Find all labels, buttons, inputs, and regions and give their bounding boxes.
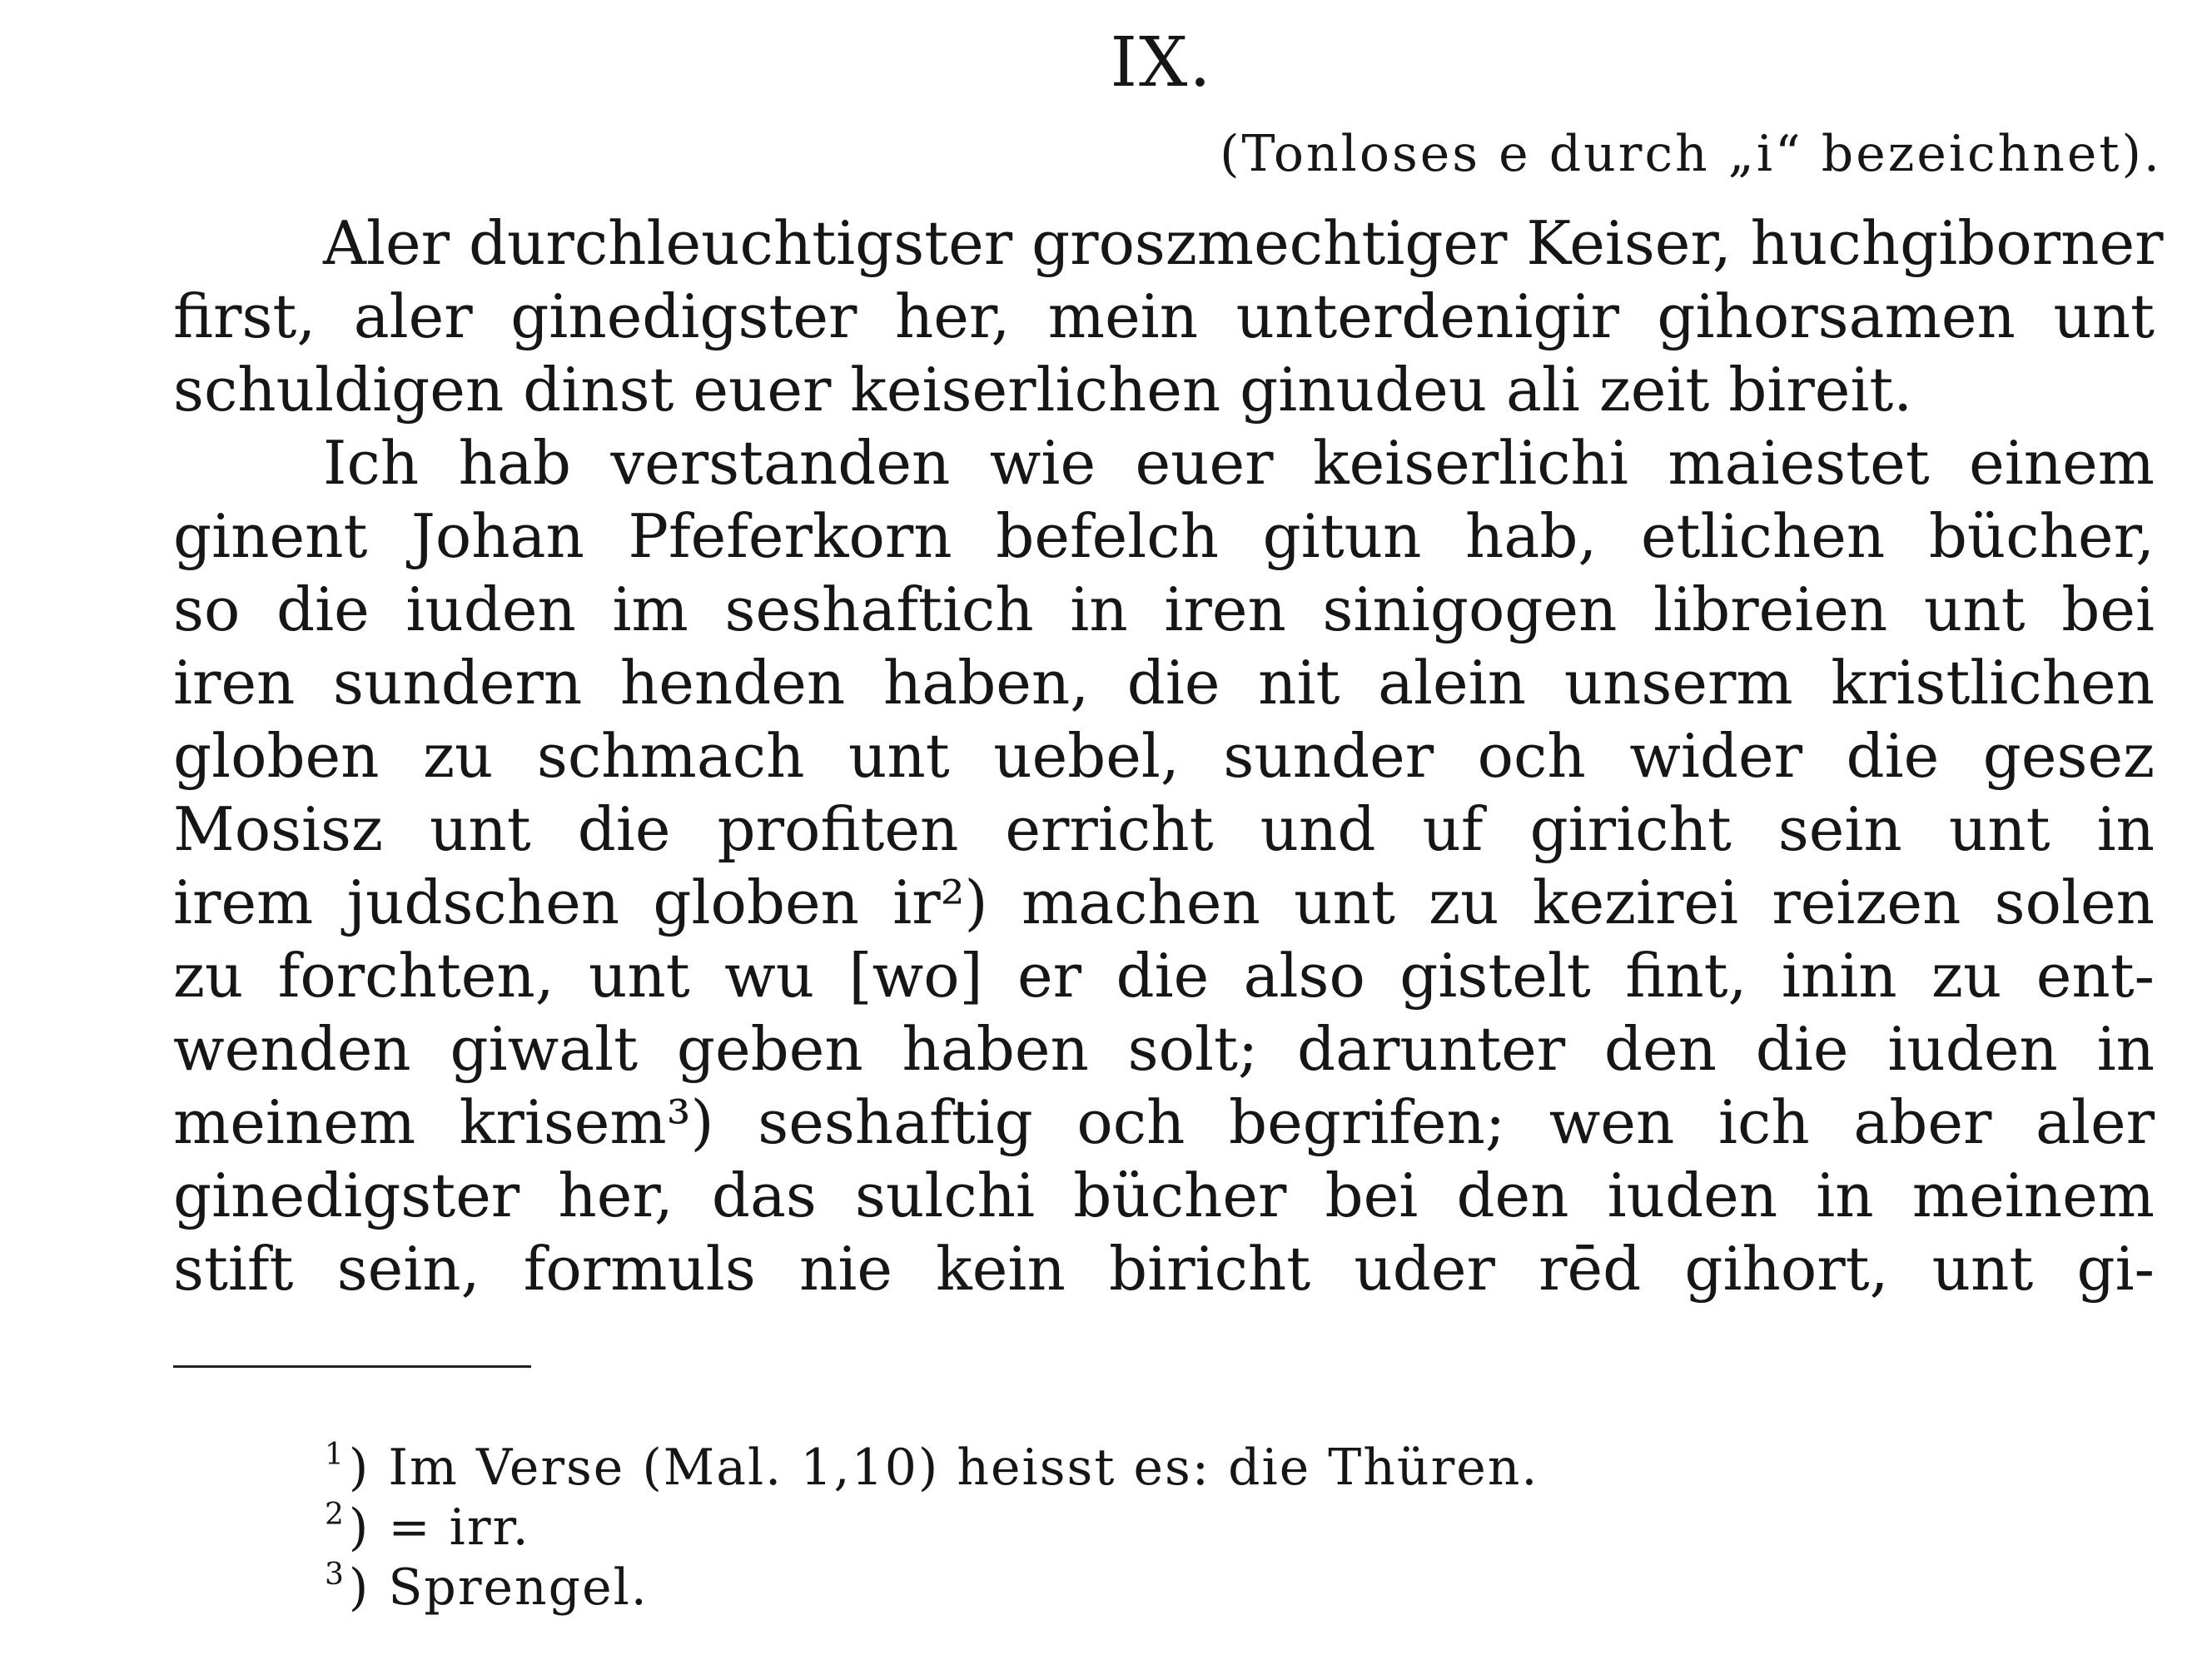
text-line: ginent Johan Pfeferkorn befelch gitun hab, etlichen bücher, bbox=[173, 501, 2155, 571]
text-line: ginedigster her, das sulchi bücher bei den iuden in meinem bbox=[173, 1160, 2155, 1230]
text-line: Mosisz unt die profiten erricht und uf giricht sein unt in bbox=[173, 794, 2155, 864]
text-line: irem judschen globen ir²) machen unt zu kezirei reizen solen bbox=[173, 867, 2155, 937]
footnote-3 bbox=[325, 1545, 1538, 1617]
footnote-1 bbox=[325, 1425, 1539, 1497]
footnote-paren: ) bbox=[348, 1558, 370, 1617]
chapter-heading: IX. bbox=[1110, 23, 1213, 102]
footnote-text: Sprengel. bbox=[388, 1558, 649, 1617]
text-line: wenden giwalt geben haben solt; darunter den die iuden in bbox=[173, 1014, 2155, 1084]
orthography-note: (Tonloses e durch „i“ bezeichnet). bbox=[1220, 125, 2162, 183]
text-line: first, aler ginedigster her, mein unterdenigir gihorsamen unt bbox=[173, 281, 2155, 351]
text-line: zu forchten, unt wu [wo] er die also gistelt fint, inin zu ent- bbox=[173, 941, 2155, 1011]
footnote-text: = irr. bbox=[388, 1498, 530, 1557]
footnote-paren: ) bbox=[348, 1439, 370, 1497]
footnote-marker: 2 bbox=[325, 1498, 345, 1532]
footnote-text: Im Verse (Mal. 1,10) heisst es: die Thüren. bbox=[388, 1439, 1539, 1497]
text-line: stift sein, formuls nie kein biricht uder rēd gihort, unt gi- bbox=[173, 1234, 2155, 1304]
text-line: so die iuden im seshaftich in iren sinigogen libreien unt bei bbox=[173, 574, 2155, 644]
text-line: schuldigen dinst euer keiserlichen ginudeu ali zeit bireit. bbox=[173, 355, 1913, 425]
footnote-marker: 3 bbox=[325, 1558, 345, 1592]
text-line: Ich hab verstanden wie euer keiserlichi maiestet einem bbox=[323, 428, 2155, 498]
footnote-divider bbox=[173, 1365, 531, 1368]
footnote-marker: 1 bbox=[325, 1438, 345, 1472]
text-line: meinem krisem³) seshaftig och begrifen; wen ich aber aler bbox=[173, 1087, 2155, 1157]
text-line: globen zu schmach unt uebel, sunder och wider die gesez bbox=[173, 721, 2155, 791]
footnote-paren: ) bbox=[348, 1498, 370, 1557]
text-line: Aler durchleuchtigster groszmechtiger Keiser, huchgiborner bbox=[323, 208, 2164, 278]
footnotes bbox=[325, 1425, 1539, 1617]
body-text bbox=[173, 206, 2164, 1305]
text-line: iren sundern henden haben, die nit alein unserm kristlichen bbox=[173, 648, 2155, 718]
